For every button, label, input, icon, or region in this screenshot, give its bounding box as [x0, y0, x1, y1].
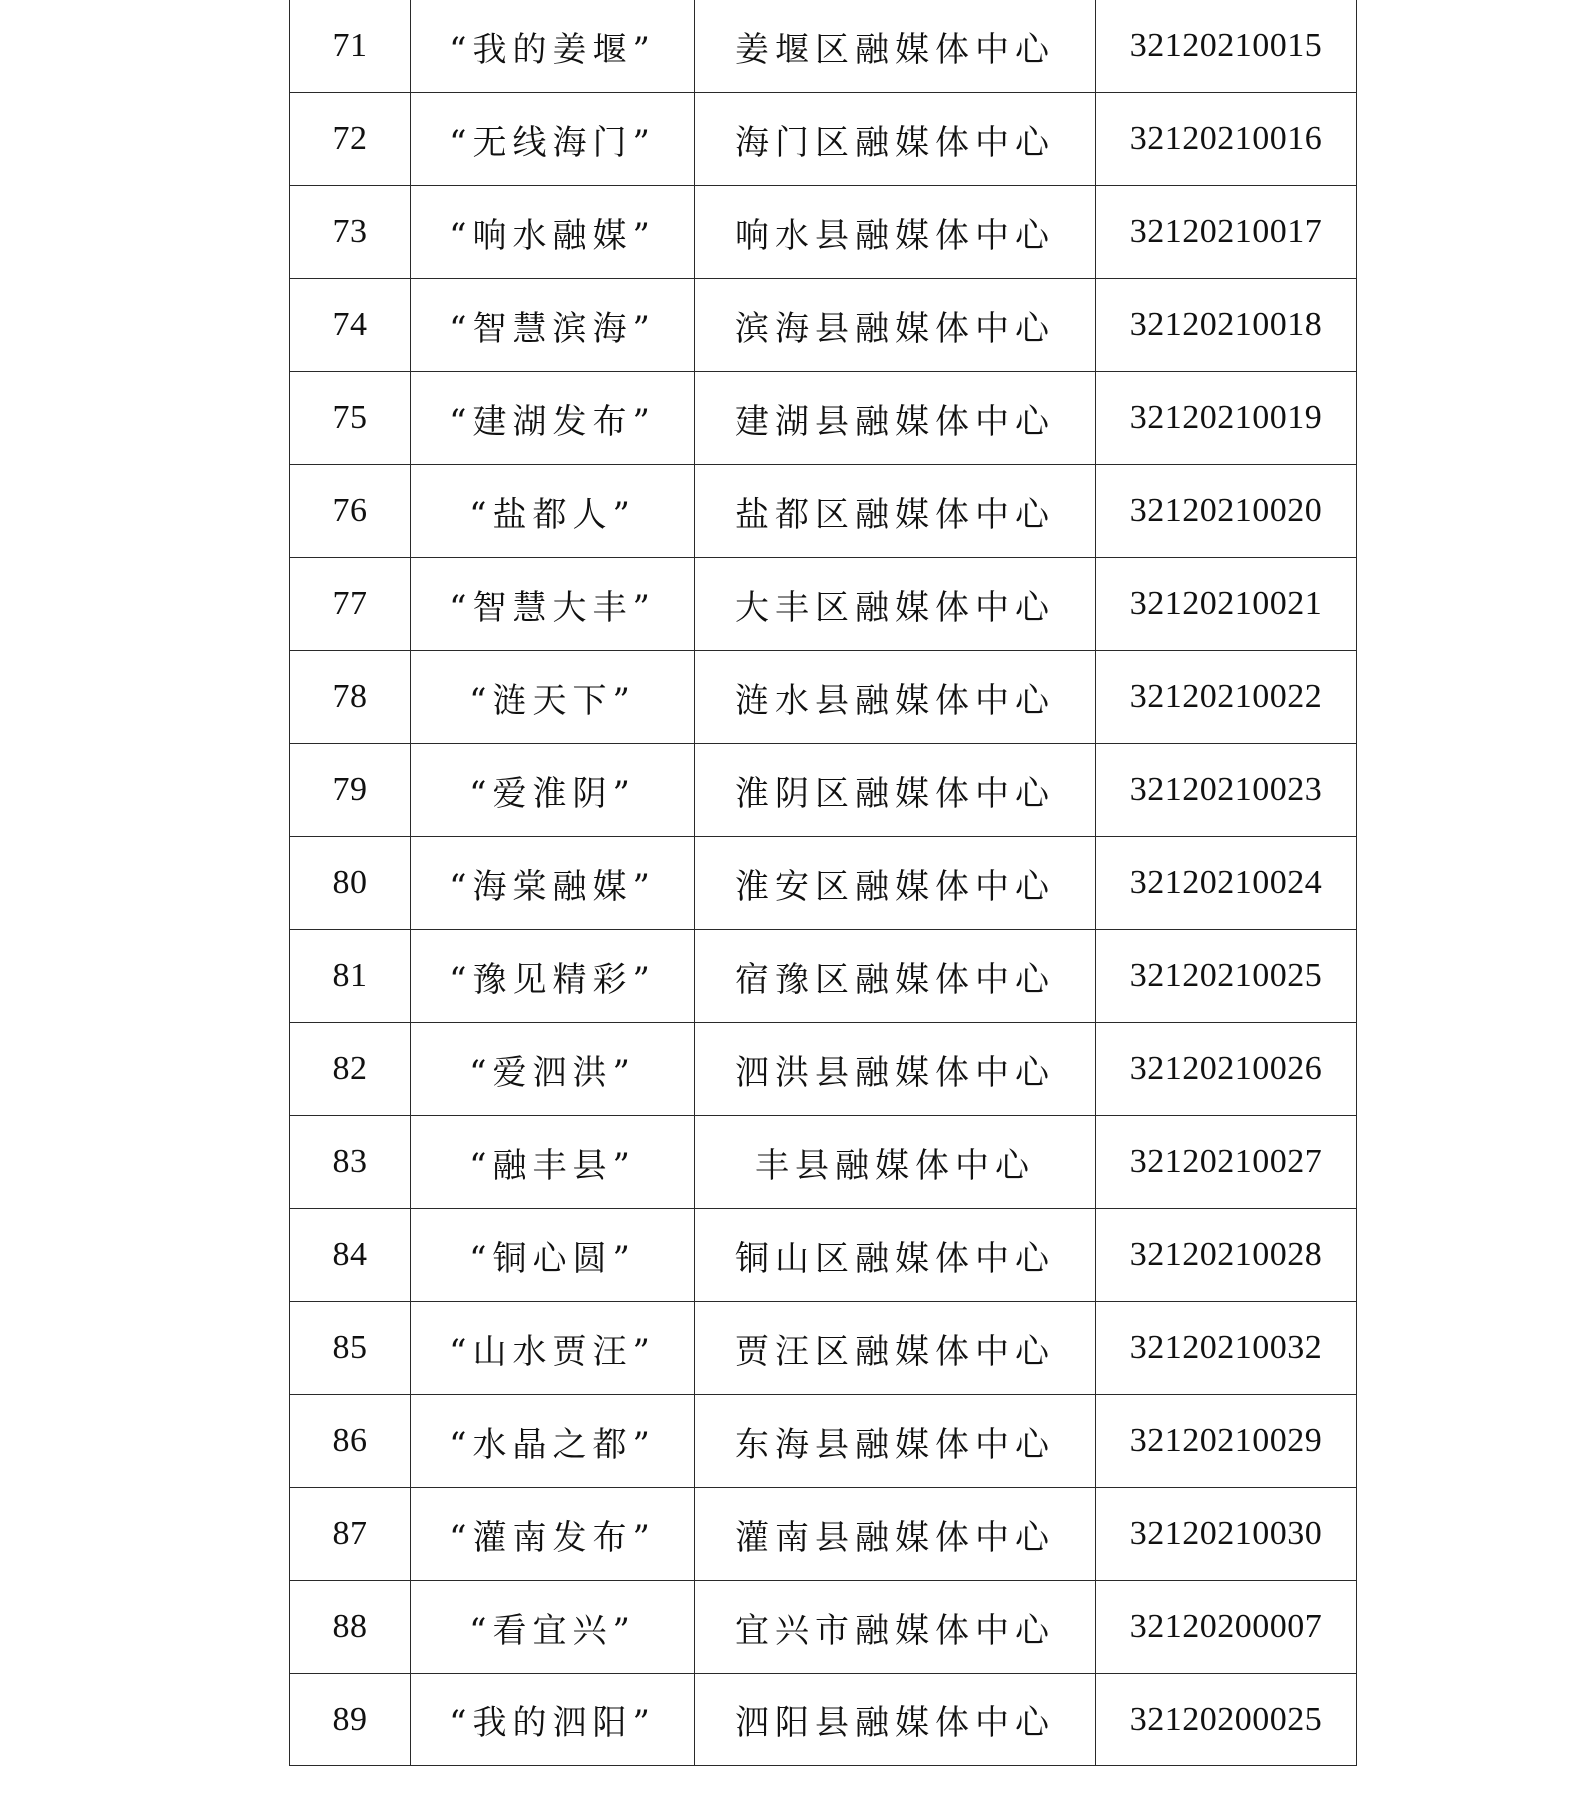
organization-name: 海门区融媒体中心 [695, 93, 1096, 186]
registration-code: 32120210026 [1096, 1023, 1357, 1116]
registration-code: 32120210017 [1096, 186, 1357, 279]
account-name: “建湖发布” [411, 372, 695, 465]
organization-name: 贾汪区融媒体中心 [695, 1302, 1096, 1395]
row-number: 74 [290, 279, 411, 372]
organization-name: 涟水县融媒体中心 [695, 651, 1096, 744]
row-number: 86 [290, 1395, 411, 1488]
registration-code: 32120210020 [1096, 465, 1357, 558]
table-row [290, 1488, 1357, 1581]
organization-name: 盐都区融媒体中心 [695, 465, 1096, 558]
registration-code: 32120210032 [1096, 1302, 1357, 1395]
account-name: “水晶之都” [411, 1395, 695, 1488]
registration-code: 32120210025 [1096, 930, 1357, 1023]
table-row [290, 1674, 1357, 1766]
registration-code: 32120210018 [1096, 279, 1357, 372]
organization-name: 泗洪县融媒体中心 [695, 1023, 1096, 1116]
table-row [290, 558, 1357, 651]
account-name: “铜心圆” [411, 1209, 695, 1302]
row-number: 87 [290, 1488, 411, 1581]
row-number: 79 [290, 744, 411, 837]
table-row [290, 744, 1357, 837]
organization-name: 灌南县融媒体中心 [695, 1488, 1096, 1581]
row-number: 83 [290, 1116, 411, 1209]
table-row [290, 0, 1357, 93]
organization-name: 姜堰区融媒体中心 [695, 0, 1096, 93]
account-name: “智慧滨海” [411, 279, 695, 372]
table-row [290, 1023, 1357, 1116]
registration-code: 32120210023 [1096, 744, 1357, 837]
registration-code: 32120210021 [1096, 558, 1357, 651]
organization-name: 大丰区融媒体中心 [695, 558, 1096, 651]
row-number: 80 [290, 837, 411, 930]
row-number: 75 [290, 372, 411, 465]
account-name: “豫见精彩” [411, 930, 695, 1023]
table-row [290, 372, 1357, 465]
table-row [290, 465, 1357, 558]
table-row [290, 837, 1357, 930]
account-name: “盐都人” [411, 465, 695, 558]
account-name: “我的姜堰” [411, 0, 695, 93]
account-name: “智慧大丰” [411, 558, 695, 651]
organization-name: 泗阳县融媒体中心 [695, 1674, 1096, 1766]
organization-name: 响水县融媒体中心 [695, 186, 1096, 279]
account-name: “爱淮阴” [411, 744, 695, 837]
row-number: 73 [290, 186, 411, 279]
organization-name: 丰县融媒体中心 [695, 1116, 1096, 1209]
row-number: 89 [290, 1674, 411, 1766]
row-number: 85 [290, 1302, 411, 1395]
organization-name: 建湖县融媒体中心 [695, 372, 1096, 465]
table-row [290, 1395, 1357, 1488]
row-number: 72 [290, 93, 411, 186]
account-name: “响水融媒” [411, 186, 695, 279]
organization-name: 滨海县融媒体中心 [695, 279, 1096, 372]
table-row [290, 930, 1357, 1023]
row-number: 84 [290, 1209, 411, 1302]
row-number: 88 [290, 1581, 411, 1674]
account-name: “灌南发布” [411, 1488, 695, 1581]
registration-code: 32120210030 [1096, 1488, 1357, 1581]
account-name: “无线海门” [411, 93, 695, 186]
registration-code: 32120210027 [1096, 1116, 1357, 1209]
registration-code: 32120210024 [1096, 837, 1357, 930]
organization-name: 宿豫区融媒体中心 [695, 930, 1096, 1023]
registration-code: 32120200007 [1096, 1581, 1357, 1674]
row-number: 82 [290, 1023, 411, 1116]
registration-code: 32120210016 [1096, 93, 1357, 186]
row-number: 71 [290, 0, 411, 93]
table-row [290, 651, 1357, 744]
organization-name: 淮安区融媒体中心 [695, 837, 1096, 930]
row-number: 81 [290, 930, 411, 1023]
table-row [290, 93, 1357, 186]
account-name: “爱泗洪” [411, 1023, 695, 1116]
table-row [290, 1302, 1357, 1395]
account-name: “涟天下” [411, 651, 695, 744]
organization-name: 铜山区融媒体中心 [695, 1209, 1096, 1302]
registration-code: 32120210028 [1096, 1209, 1357, 1302]
row-number: 78 [290, 651, 411, 744]
document-page [289, 0, 1356, 1766]
organization-name: 东海县融媒体中心 [695, 1395, 1096, 1488]
registration-code: 32120210022 [1096, 651, 1357, 744]
table-row [290, 1209, 1357, 1302]
organization-name: 淮阴区融媒体中心 [695, 744, 1096, 837]
account-name: “海棠融媒” [411, 837, 695, 930]
registration-code: 32120210019 [1096, 372, 1357, 465]
account-name: “融丰县” [411, 1116, 695, 1209]
row-number: 77 [290, 558, 411, 651]
table-row [290, 186, 1357, 279]
account-name: “山水贾汪” [411, 1302, 695, 1395]
row-number: 76 [290, 465, 411, 558]
account-name: “我的泗阳” [411, 1674, 695, 1766]
organization-name: 宜兴市融媒体中心 [695, 1581, 1096, 1674]
table-row [290, 279, 1357, 372]
media-center-table [289, 0, 1357, 1766]
registration-code: 32120210015 [1096, 0, 1357, 93]
registration-code: 32120210029 [1096, 1395, 1357, 1488]
account-name: “看宜兴” [411, 1581, 695, 1674]
table-row [290, 1116, 1357, 1209]
table-row [290, 1581, 1357, 1674]
registration-code: 32120200025 [1096, 1674, 1357, 1766]
